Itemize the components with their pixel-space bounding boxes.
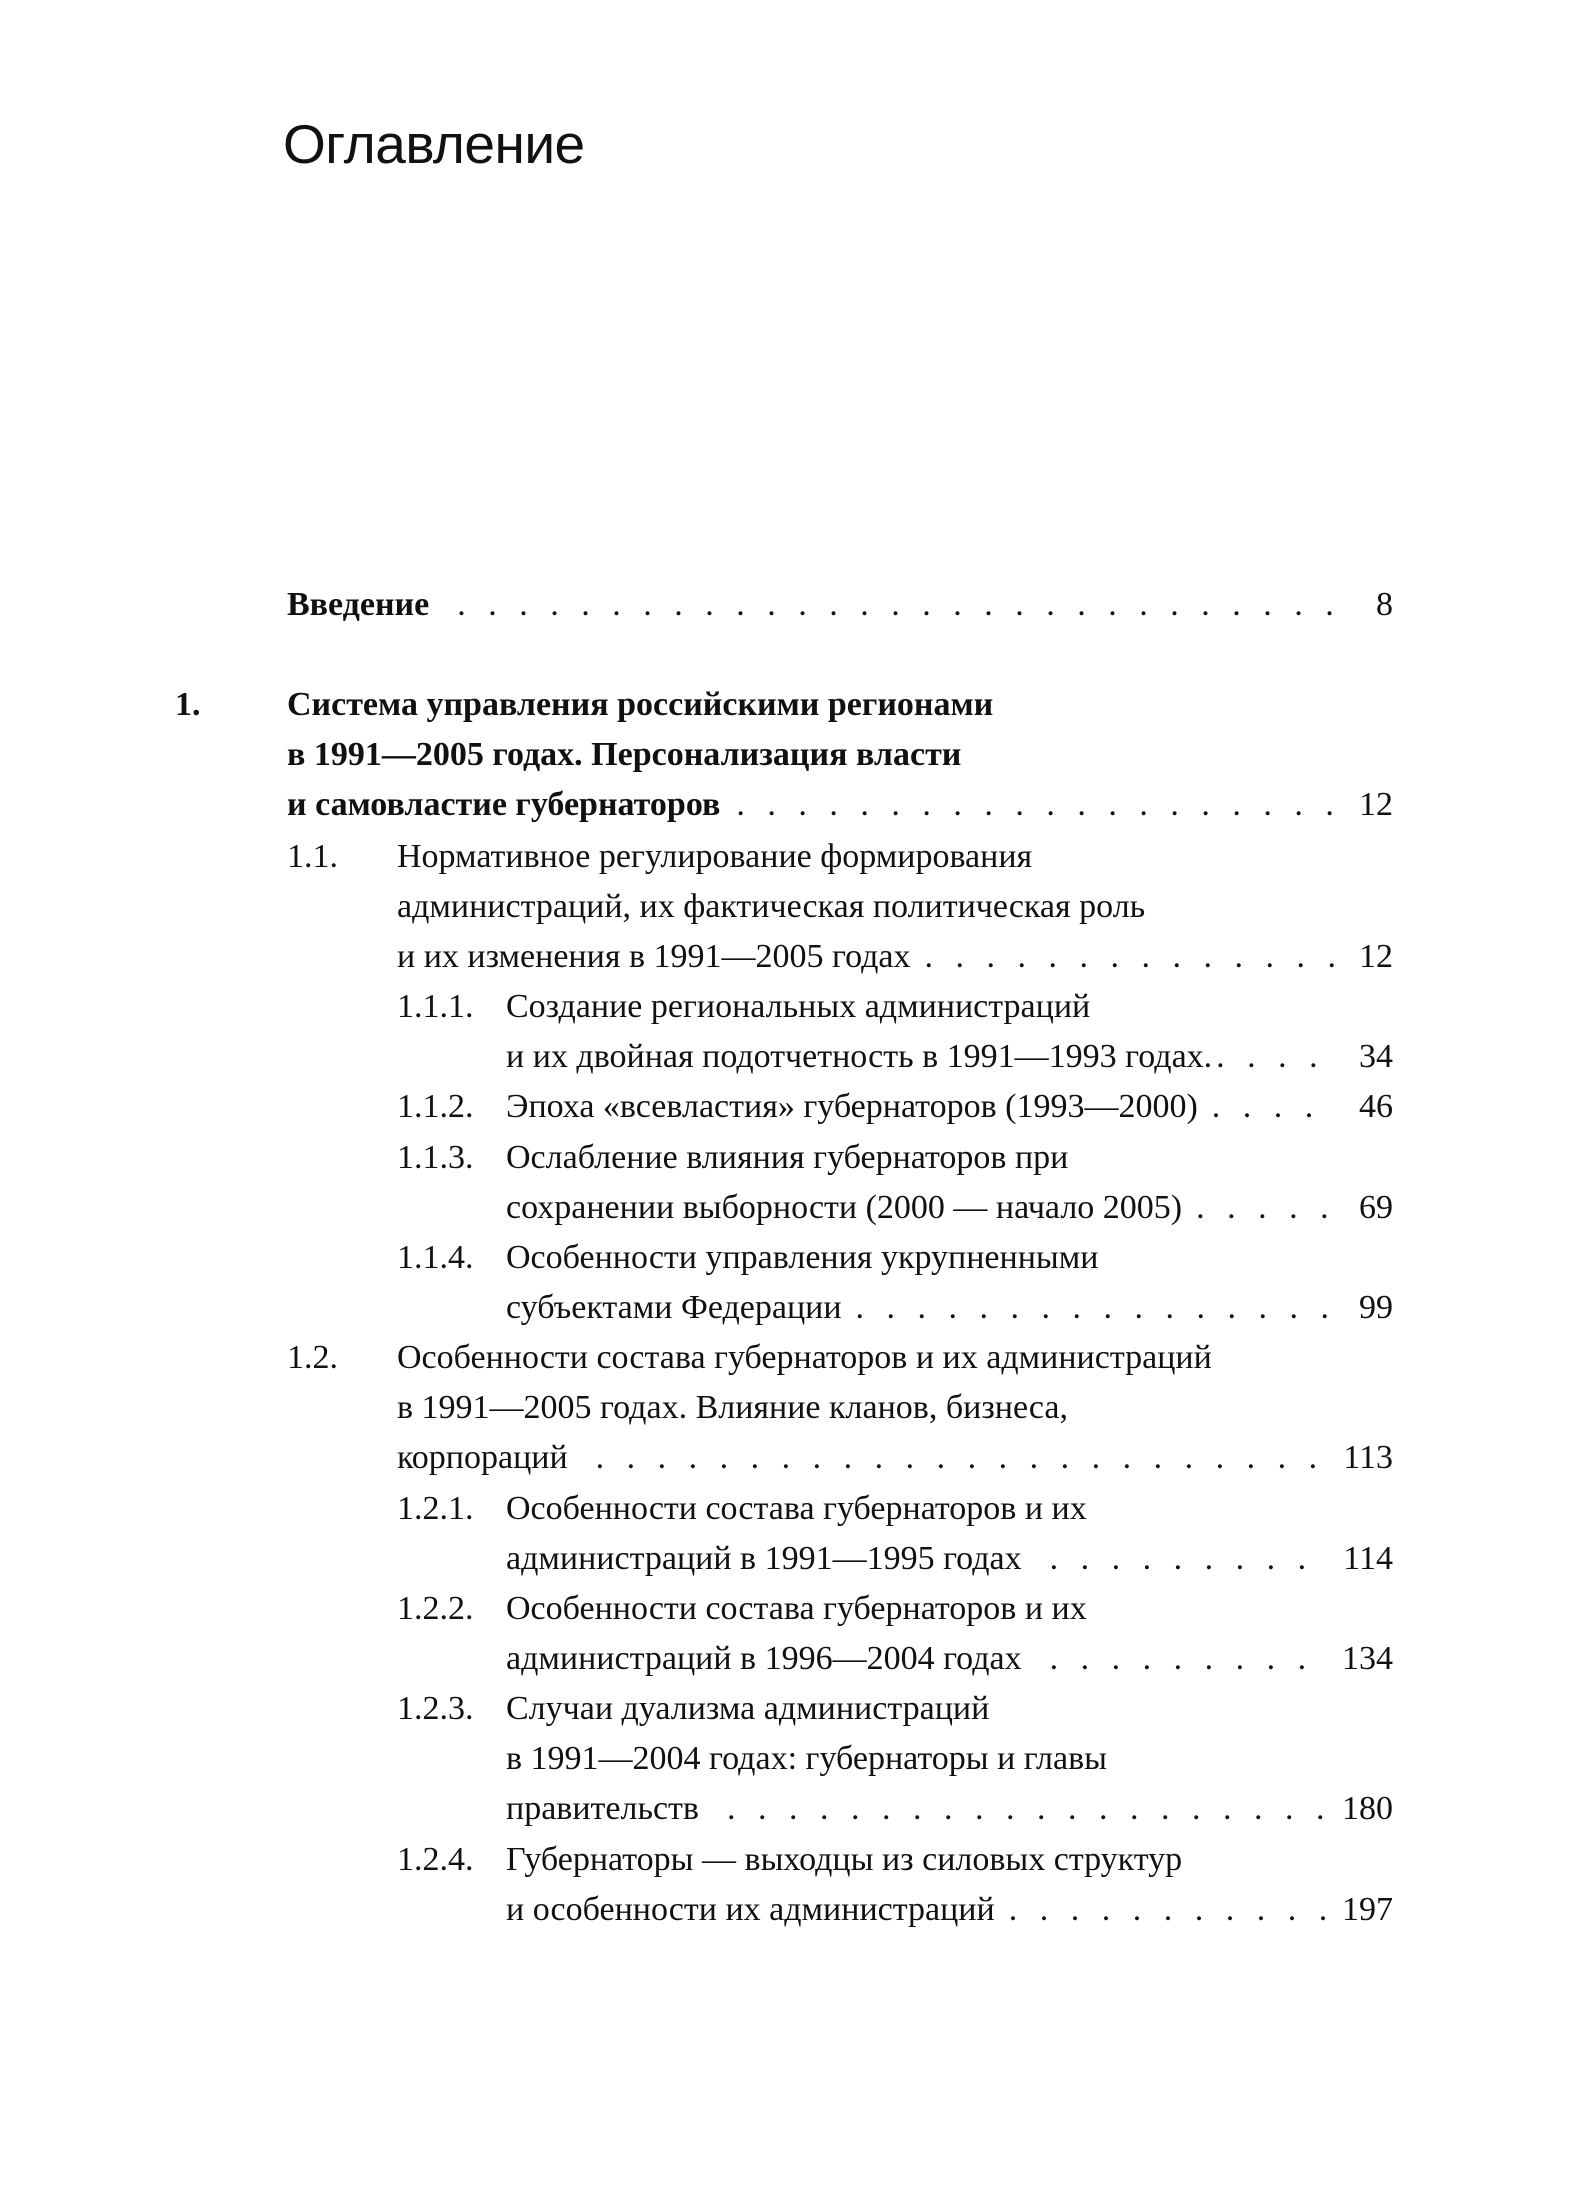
toc-page-number: 99 [1359,1289,1393,1326]
toc-entry-line: Особенности состава губернаторов и их [506,1590,1087,1627]
leader-dots [1212,1082,1335,1132]
toc-page-number: 134 [1342,1640,1393,1677]
toc-page-number: 69 [1359,1189,1393,1226]
toc-entry-text [506,1584,1393,1684]
toc-entry-number: 1.1.4. [397,1239,474,1276]
toc-entry-text [397,1333,1393,1483]
toc-entry-line: правительств [506,1790,699,1827]
leader-dots [925,932,1335,982]
toc-entry-line: и их двойная подотчетность в 1991—1993 годах. [506,1038,1213,1075]
toc-page-number: 180 [1342,1790,1393,1827]
toc-page-number: 46 [1359,1088,1393,1125]
leader-dots [727,1784,1328,1834]
toc-entry-line: Особенности состава губернаторов и их администраций [397,1339,1212,1376]
toc-entry-line: субъектами Федерации [506,1289,842,1326]
toc-entry-text [506,1484,1393,1584]
toc-entry-line: администраций, их фактическая политическая роль [397,888,1146,925]
toc-entry-line: в 1991—2005 годах. Персонализация власти [287,736,962,773]
toc-entry-number: 1.2.1. [397,1490,474,1527]
leader-dots [736,780,1335,830]
toc-entry-line: администраций в 1996—2004 годах [506,1640,1022,1677]
toc-entry-line: в 1991—2005 годах. Влияние кланов, бизнеса, [397,1389,1069,1426]
leader-dots [856,1283,1335,1333]
toc-entry-line: Создание региональных администраций [506,988,1091,1025]
toc-entry-line: и самовластие губернаторов [287,786,721,823]
toc-entry-line: Нормативное регулирование формирования [397,838,1033,875]
toc-entry-text [506,1233,1393,1333]
leader-dots [1216,1032,1335,1082]
toc-page-number: 8 [1376,586,1393,623]
toc-entry-line: и особенности их администраций [506,1891,995,1928]
leader-dots [596,1433,1330,1483]
toc-page-number: 113 [1343,1439,1393,1476]
toc-entry-text [506,1835,1393,1935]
toc-entry-line: Эпоха «всевластия» губернаторов (1993—2000) [506,1088,1198,1125]
toc-entry-line: Ослабление влияния губернаторов при [506,1139,1069,1176]
toc-entry-intro [287,580,1393,630]
toc-page-number: 34 [1359,1038,1393,1075]
toc-page-number: 197 [1342,1891,1393,1928]
toc-entry-number: 1.2.2. [397,1590,474,1627]
toc-entry-number: 1.2.4. [397,1841,474,1878]
toc-entry-number: 1.1.3. [397,1139,474,1176]
toc-entry-number: 1.1. [287,838,338,875]
leader-dots [1050,1634,1328,1684]
leader-dots [457,580,1335,630]
toc-entry-line: корпораций [397,1439,568,1476]
toc-page-number: 114 [1343,1540,1393,1577]
toc-entry-text [506,1133,1393,1233]
toc-page-number: 12 [1359,938,1393,975]
toc-entry-line: сохранении выборности (2000 — начало 2005) [506,1189,1183,1226]
page-title: Оглавление [283,113,585,175]
toc-entry-text [506,982,1393,1082]
toc-entry-line: Случаи дуализма администраций [506,1690,990,1727]
toc-entry-text [287,680,1393,830]
toc-entry-title: Введение [287,586,430,623]
toc-entry-line: Губернаторы — выходцы из силовых структур [506,1841,1183,1878]
toc-entry-number: 1.2.3. [397,1690,474,1727]
toc-entry-number: 1. [175,686,201,723]
toc-entry-number: 1.2. [287,1339,338,1376]
toc-page-number: 12 [1359,786,1393,823]
toc-entry-line: Особенности управления укрупненными [506,1239,1099,1276]
toc-entry-line: Система управления российскими регионами [287,686,994,723]
toc-entry-line: в 1991—2004 годах: губернаторы и главы [506,1740,1107,1777]
toc-entry-line: администраций в 1991—1995 годах [506,1540,1022,1577]
toc-entry-line: и их изменения в 1991—2005 годах [397,938,911,975]
toc-entry-text [397,832,1393,982]
toc-entry-line: Особенности состава губернаторов и их [506,1490,1087,1527]
toc-entry-number: 1.1.1. [397,988,474,1025]
toc-entry-text [506,1684,1393,1834]
toc-entry-text [506,1082,1393,1132]
leader-dots [1196,1183,1335,1233]
leader-dots [1050,1534,1330,1584]
toc-entry-number: 1.1.2. [397,1088,474,1125]
leader-dots [1009,1885,1328,1935]
